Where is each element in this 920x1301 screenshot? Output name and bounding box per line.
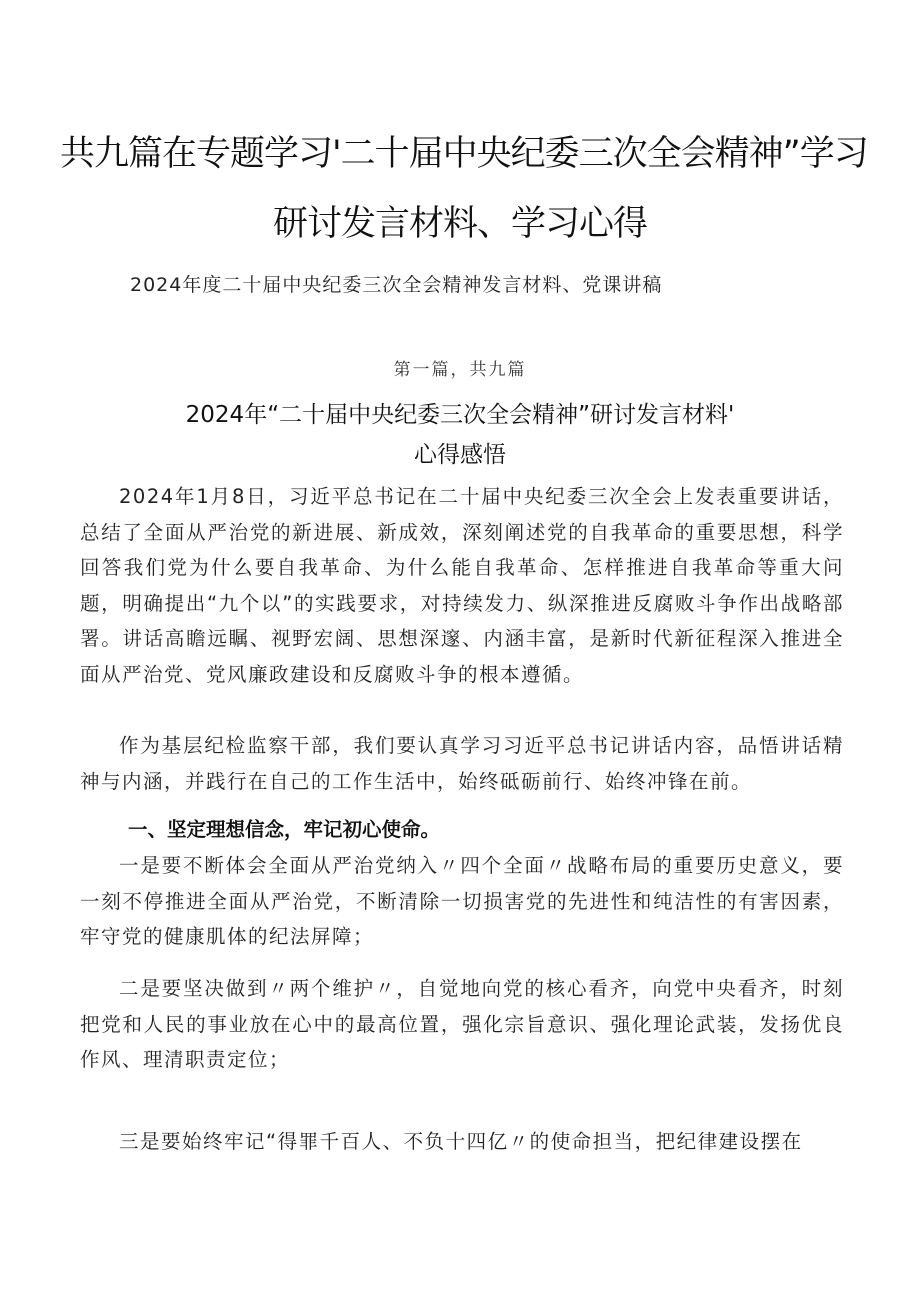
body-paragraph-2: 作为基层纪检监察干部，我们要认真学习习近平总书记讲话内容，品悟讲话精神与内涵，并践行在自己的工作生活中，始终砥砺前行、始终冲锋在前。 (80, 734, 844, 793)
chapter-label: 第一篇，共九篇 (393, 360, 527, 380)
body-paragraph-1: 2024年1月8日，习近平总书记在二十届中央纪委三次全会上发表重要讲话，总结了全面从严治党的新进展、新成效，深刻阐述党的自我革命的重要思想，科学回答我们党为什么要自我革命、为什么能自我革命、怎样推进自我革命等重大问题，明确提出“九个以”的实践要求，对持续发力、纵深推进反腐败斗争作出战略部署。讲话高瞻远瞩、视野宏阔、思想深邃、内涵丰富，是新时代新征程深入推进全面从严治党、党风廉政建设和反腐败斗争的根本遵循。 (80, 485, 844, 686)
section-title-line-1: 2024年“二十届中央纪委三次全会精神”研讨发言材料' (185, 402, 735, 428)
body-paragraph-3: 一是要不断体会全面从严治党纳入〃四个全面〃战略布局的重要历史意义，要一刻不停推进全面从严治党，不断清除一切损害党的先进性和纯洁性的有害因素，牢守党的健康肌体的纪法屏障； (80, 854, 844, 948)
document-subtitle: 2024年度二十届中央纪委三次全会精神发言材料、党课讲稿 (130, 274, 663, 296)
section-heading-1: 一、坚定理想信念，牢记初心使命。 (128, 818, 441, 841)
body-paragraph-5: 三是要始终牢记“得罪千百人、不负十四亿〃的使命担当，把纪律建设摆在 (119, 1130, 803, 1153)
document-title-line-2: 研讨发言材料、学习心得 (272, 204, 647, 244)
body-paragraph-4: 二是要坚决做到〃两个维护〃，自觉地向党的核心看齐，向党中央看齐，时刻把党和人民的事业放在心中的最高位置，强化宗旨意识、强化理论武装，发扬优良作风、理清职责定位； (80, 977, 844, 1071)
section-title-line-2: 心得感悟 (414, 442, 506, 468)
document-title-line-1: 共九篇在专题学习'二十届中央纪委三次全会精神”学习 (60, 134, 868, 174)
